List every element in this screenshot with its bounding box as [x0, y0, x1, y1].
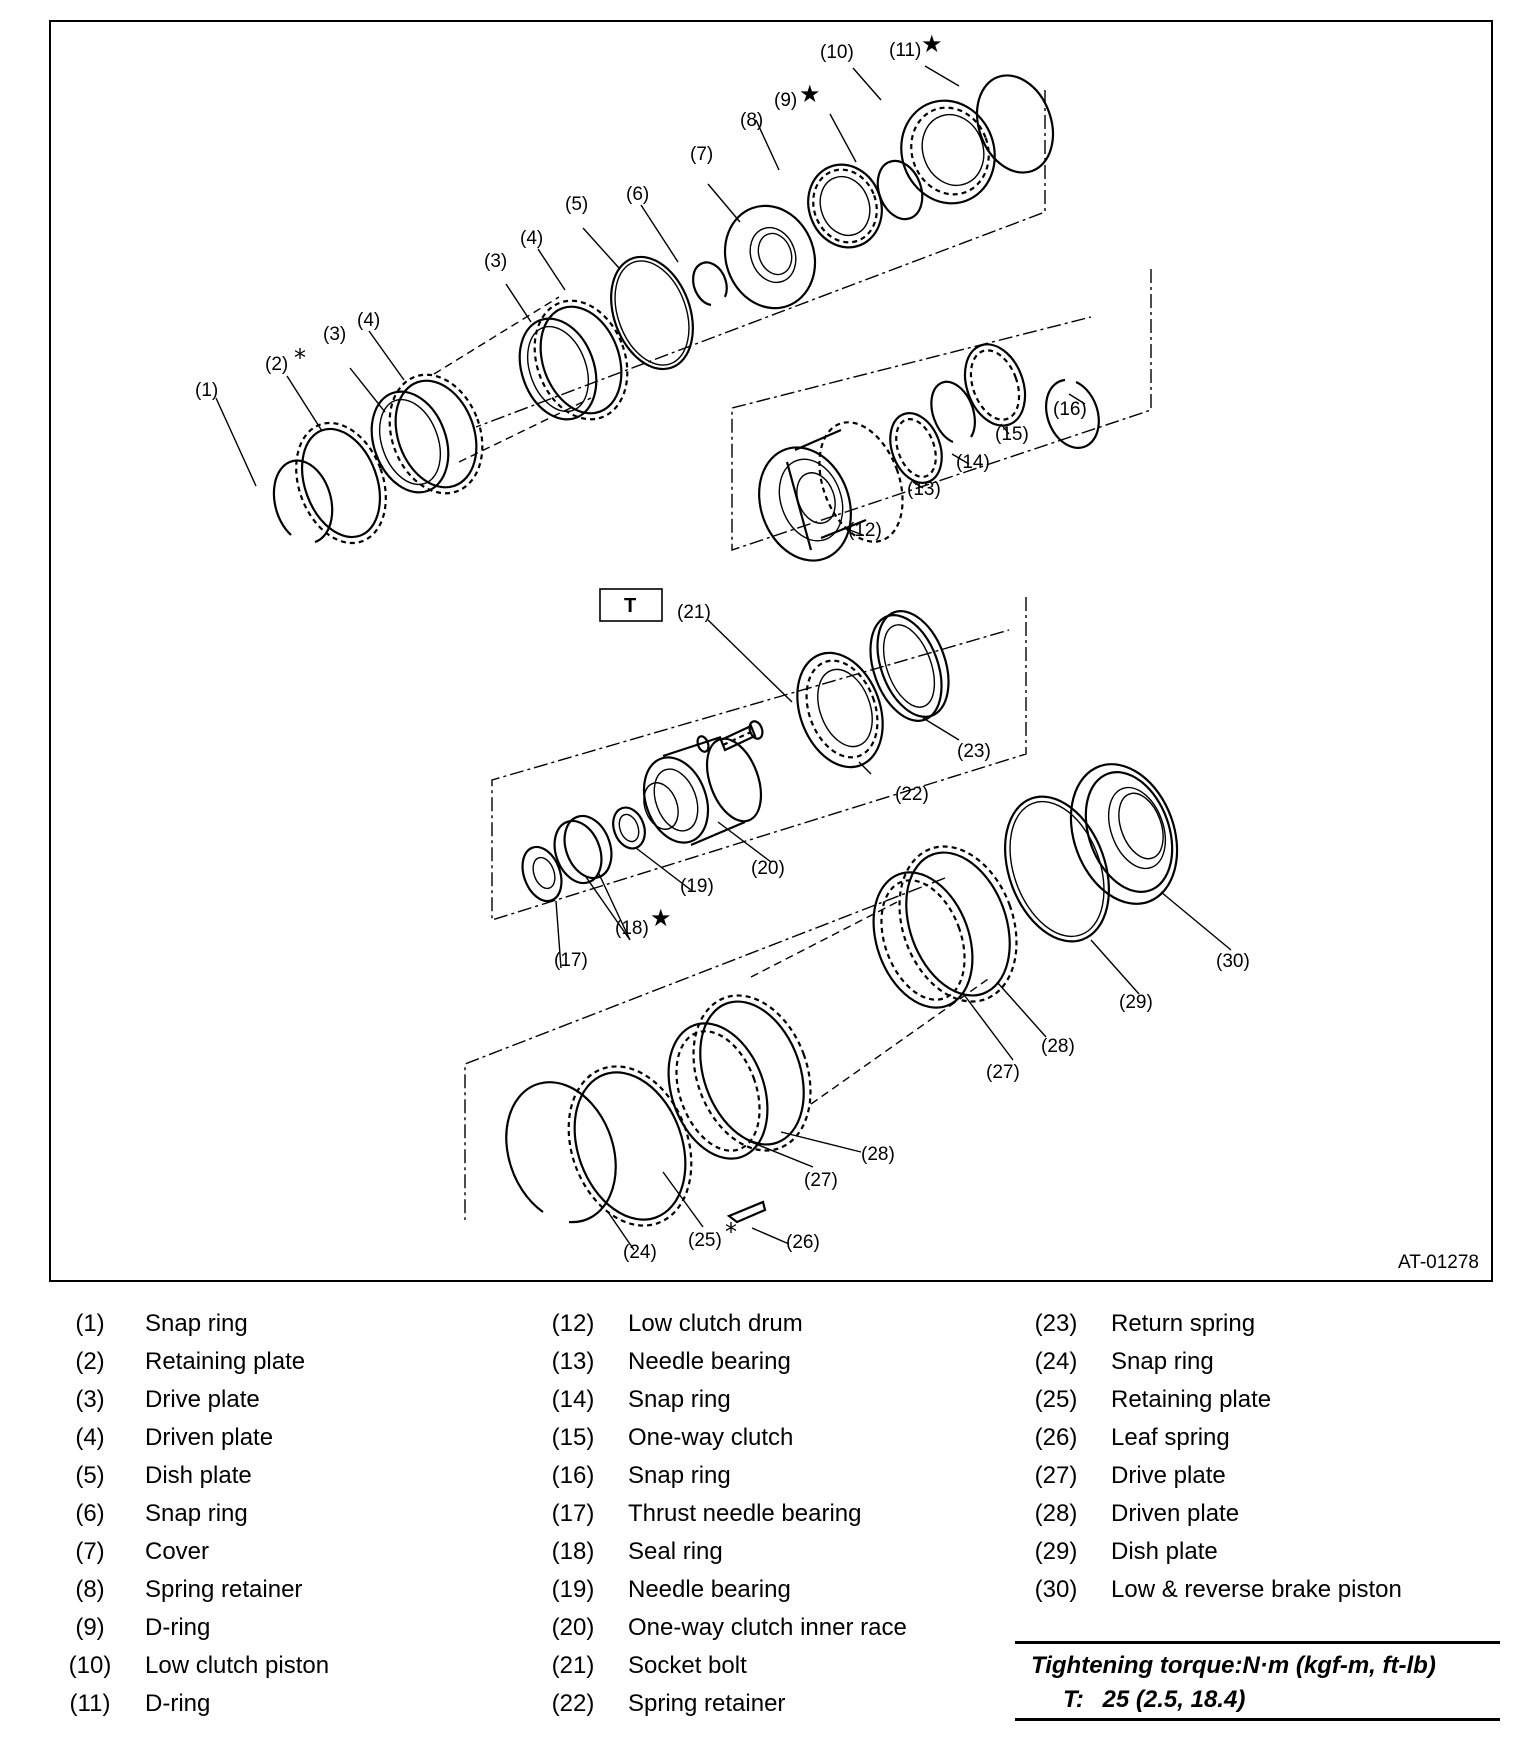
legend-part-name: Dish plate	[1111, 1538, 1218, 1565]
legend-item	[55, 1457, 329, 1495]
legend-number: (15)	[551, 1424, 595, 1451]
legend-number: (30)	[1034, 1576, 1078, 1603]
legend-number: (29)	[1034, 1538, 1078, 1565]
legend-item	[1021, 1343, 1402, 1381]
legend-number: (12)	[551, 1310, 595, 1337]
callout-7: (7)	[690, 144, 714, 165]
callout-14: (14)	[956, 452, 990, 473]
snap-ring-24	[506, 1082, 615, 1222]
legend-item	[538, 1495, 907, 1533]
legend-number: (9)	[75, 1614, 105, 1641]
legend-number: (10)	[68, 1652, 112, 1679]
callout-19: (19)	[680, 876, 714, 897]
callout-9-mark: ★	[799, 80, 821, 108]
callout-labels	[195, 30, 1250, 1263]
needle-bearing-13	[881, 406, 951, 490]
one-way-clutch-inner-race-20	[633, 731, 771, 851]
legend-item	[55, 1685, 329, 1723]
callout-30: (30)	[1216, 951, 1250, 972]
callout-21: (21)	[677, 602, 711, 623]
legend-item	[538, 1571, 907, 1609]
thrust-needle-bearing-17	[516, 842, 569, 907]
one-way-clutch-15	[954, 336, 1035, 434]
legend-number: (1)	[75, 1310, 105, 1337]
legend-part-name: Thrust needle bearing	[628, 1500, 862, 1527]
legend-number: (23)	[1034, 1310, 1078, 1337]
legend-item	[538, 1419, 907, 1457]
legend-number: (7)	[75, 1538, 105, 1565]
legend-item	[1021, 1571, 1402, 1609]
legend-item	[538, 1647, 907, 1685]
legend-number: (2)	[75, 1348, 105, 1375]
torque-symbol: T:	[1063, 1686, 1084, 1713]
clutch-pack-group-boundary	[476, 90, 1045, 427]
legend-item	[55, 1609, 329, 1647]
legend-item	[1021, 1419, 1402, 1457]
drive-plate-3a	[358, 381, 461, 503]
figure-id: AT-01278	[1398, 1252, 1479, 1273]
legend-part-name: Drive plate	[145, 1386, 260, 1413]
callout-20: (20)	[751, 858, 785, 879]
legend-part-name: Low clutch piston	[145, 1652, 330, 1679]
legend-number: (28)	[1034, 1500, 1078, 1527]
legend-item	[538, 1305, 907, 1343]
callout-1: (1)	[195, 380, 219, 401]
legend-part-name: Cover	[145, 1538, 210, 1565]
d-ring-9	[870, 155, 930, 226]
callout-5: (5)	[565, 194, 589, 215]
callout-23: (23)	[957, 741, 991, 762]
legend-number: (13)	[551, 1348, 595, 1375]
torque-value: 25 (2.5, 18.4)	[1102, 1686, 1246, 1713]
callout-9: (9)	[774, 90, 798, 111]
callout-28b: (28)	[1041, 1036, 1075, 1057]
pack-alignment-dash-1	[434, 297, 559, 374]
legend-part-name: Driven plate	[1111, 1500, 1240, 1527]
callout-15: (15)	[995, 424, 1029, 445]
callout-6: (6)	[626, 184, 650, 205]
legend-part-name: Snap ring	[1111, 1348, 1214, 1375]
callout-11: (11)	[889, 40, 922, 61]
legend-item	[55, 1305, 329, 1343]
legend-item	[1021, 1533, 1402, 1571]
legend-part-name: Low & reverse brake piston	[1111, 1576, 1402, 1603]
callout-22: (22)	[895, 784, 929, 805]
legend-part-name: Needle bearing	[628, 1576, 791, 1603]
low-reverse-brake-piston-30	[1052, 749, 1195, 919]
callout-27b: (27)	[986, 1062, 1020, 1083]
legend-part-name: Drive plate	[1111, 1462, 1226, 1489]
legend-number: (20)	[551, 1614, 595, 1641]
pack-alignment-dash-3	[751, 900, 901, 977]
callout-16: (16)	[1053, 399, 1087, 420]
spring-retainer-22	[782, 641, 898, 779]
legend-item	[55, 1343, 329, 1381]
callout-3a: (3)	[323, 324, 347, 345]
legend-part-name: Return spring	[1111, 1310, 1256, 1337]
callout-8: (8)	[740, 110, 764, 131]
callout-18-mark: ★	[650, 904, 672, 932]
legend-number: (18)	[551, 1538, 595, 1565]
callout-2-mark: *	[294, 344, 306, 372]
drive-plate-27b	[856, 858, 990, 1021]
legend-part-name: Socket bolt	[628, 1652, 747, 1679]
legend-item	[538, 1343, 907, 1381]
callout-10: (10)	[820, 42, 854, 63]
legend-item	[55, 1495, 329, 1533]
retaining-plate-2	[280, 410, 401, 555]
callout-28a: (28)	[861, 1144, 895, 1165]
d-ring-11	[964, 65, 1066, 184]
legend-column-3	[1021, 1305, 1402, 1609]
legend-item	[55, 1647, 329, 1685]
callout-13: (13)	[907, 479, 941, 500]
legend-part-name: One-way clutch inner race	[628, 1614, 907, 1641]
legend-item	[1021, 1381, 1402, 1419]
legend-item	[538, 1457, 907, 1495]
callout-18: (18)	[615, 918, 649, 939]
legend-part-name: Seal ring	[628, 1538, 723, 1565]
legend-part-name: Needle bearing	[628, 1348, 791, 1375]
legend-number: (14)	[551, 1386, 595, 1413]
legend-part-name: Snap ring	[145, 1310, 248, 1337]
legend-item	[55, 1381, 329, 1419]
seal-ring-18	[546, 809, 619, 889]
legend-item	[1021, 1457, 1402, 1495]
legend-number: (21)	[551, 1652, 595, 1679]
legend-column-1	[55, 1305, 329, 1723]
legend-item	[538, 1381, 907, 1419]
callout-29: (29)	[1119, 992, 1153, 1013]
legend-part-name: Retaining plate	[1111, 1386, 1272, 1413]
legend-part-name: Leaf spring	[1111, 1424, 1230, 1451]
dish-plate-5	[596, 246, 707, 381]
snap-ring-6	[693, 262, 727, 305]
legend-number: (6)	[75, 1500, 105, 1527]
callout-12: (12)	[848, 520, 882, 541]
cover-7	[711, 193, 829, 321]
legend-part-name: Snap ring	[628, 1386, 731, 1413]
exploded-diagram	[51, 22, 1491, 1280]
callout-26: (26)	[786, 1232, 820, 1253]
callout-4a: (4)	[357, 310, 381, 331]
legend-item	[538, 1533, 907, 1571]
legend-column-2	[538, 1305, 907, 1723]
legend-part-name: D-ring	[145, 1690, 211, 1717]
tightening-torque-box	[1015, 1641, 1500, 1721]
legend-part-name: Dish plate	[145, 1462, 252, 1489]
legend-item	[55, 1571, 329, 1609]
callout-11-mark: ★	[921, 30, 943, 58]
legend-item	[538, 1685, 907, 1723]
drive-plate-3b	[506, 308, 609, 430]
legend-number: (24)	[1034, 1348, 1078, 1375]
legend-number: (3)	[75, 1386, 105, 1413]
legend-part-name: Snap ring	[145, 1500, 248, 1527]
legend-number: (27)	[1034, 1462, 1078, 1489]
legend-item	[1021, 1495, 1402, 1533]
callout-24: (24)	[623, 1242, 657, 1263]
socket-bolt-21	[721, 719, 765, 750]
exploded-diagram-frame	[49, 20, 1493, 1282]
legend-item	[538, 1609, 907, 1647]
low-clutch-drum-12	[744, 411, 918, 574]
legend-part-name: Retaining plate	[145, 1348, 306, 1375]
legend-number: (22)	[551, 1690, 595, 1717]
return-spring-23	[857, 601, 962, 730]
legend-part-name: D-ring	[145, 1614, 211, 1641]
callout-25: (25)	[688, 1230, 722, 1251]
callout-2: (2)	[265, 354, 289, 375]
leader-lines	[216, 66, 1231, 1250]
callout-27a: (27)	[804, 1170, 838, 1191]
legend-part-name: One-way clutch	[628, 1424, 794, 1451]
dish-plate-29	[986, 782, 1128, 956]
callout-4b: (4)	[520, 228, 544, 249]
legend-number: (19)	[551, 1576, 595, 1603]
legend-part-name: Snap ring	[628, 1462, 731, 1489]
legend-item	[55, 1533, 329, 1571]
torque-symbol-label: T	[624, 595, 637, 617]
legend-number: (16)	[551, 1462, 595, 1489]
torque-value-row	[1063, 1686, 1245, 1714]
one-way-clutch-group-boundary	[732, 269, 1151, 550]
retaining-plate-25	[547, 1049, 712, 1243]
legend-number: (17)	[551, 1500, 595, 1527]
driven-plate-4b	[519, 288, 643, 433]
callout-17: (17)	[554, 950, 588, 971]
legend-number: (25)	[1034, 1386, 1078, 1413]
legend-part-name: Spring retainer	[145, 1576, 303, 1603]
legend-item	[55, 1419, 329, 1457]
callout-3b: (3)	[484, 251, 508, 272]
legend-number: (26)	[1034, 1424, 1078, 1451]
pack-alignment-dash-4	[811, 977, 991, 1104]
legend-part-name: Spring retainer	[628, 1690, 786, 1717]
legend-number: (8)	[75, 1576, 105, 1603]
legend-number: (4)	[75, 1424, 105, 1451]
legend-number: (5)	[75, 1462, 105, 1489]
legend-part-name: Low clutch drum	[628, 1310, 803, 1337]
legend-number: (11)	[69, 1690, 111, 1717]
callout-25-mark: *	[725, 1218, 737, 1246]
legend-item	[1021, 1305, 1402, 1343]
low-clutch-piston-10	[887, 87, 1009, 216]
torque-heading: Tightening torque:N·m (kgf-m, ft-lb)	[1031, 1652, 1436, 1679]
legend-part-name: Driven plate	[145, 1424, 274, 1451]
needle-bearing-19	[608, 803, 651, 853]
